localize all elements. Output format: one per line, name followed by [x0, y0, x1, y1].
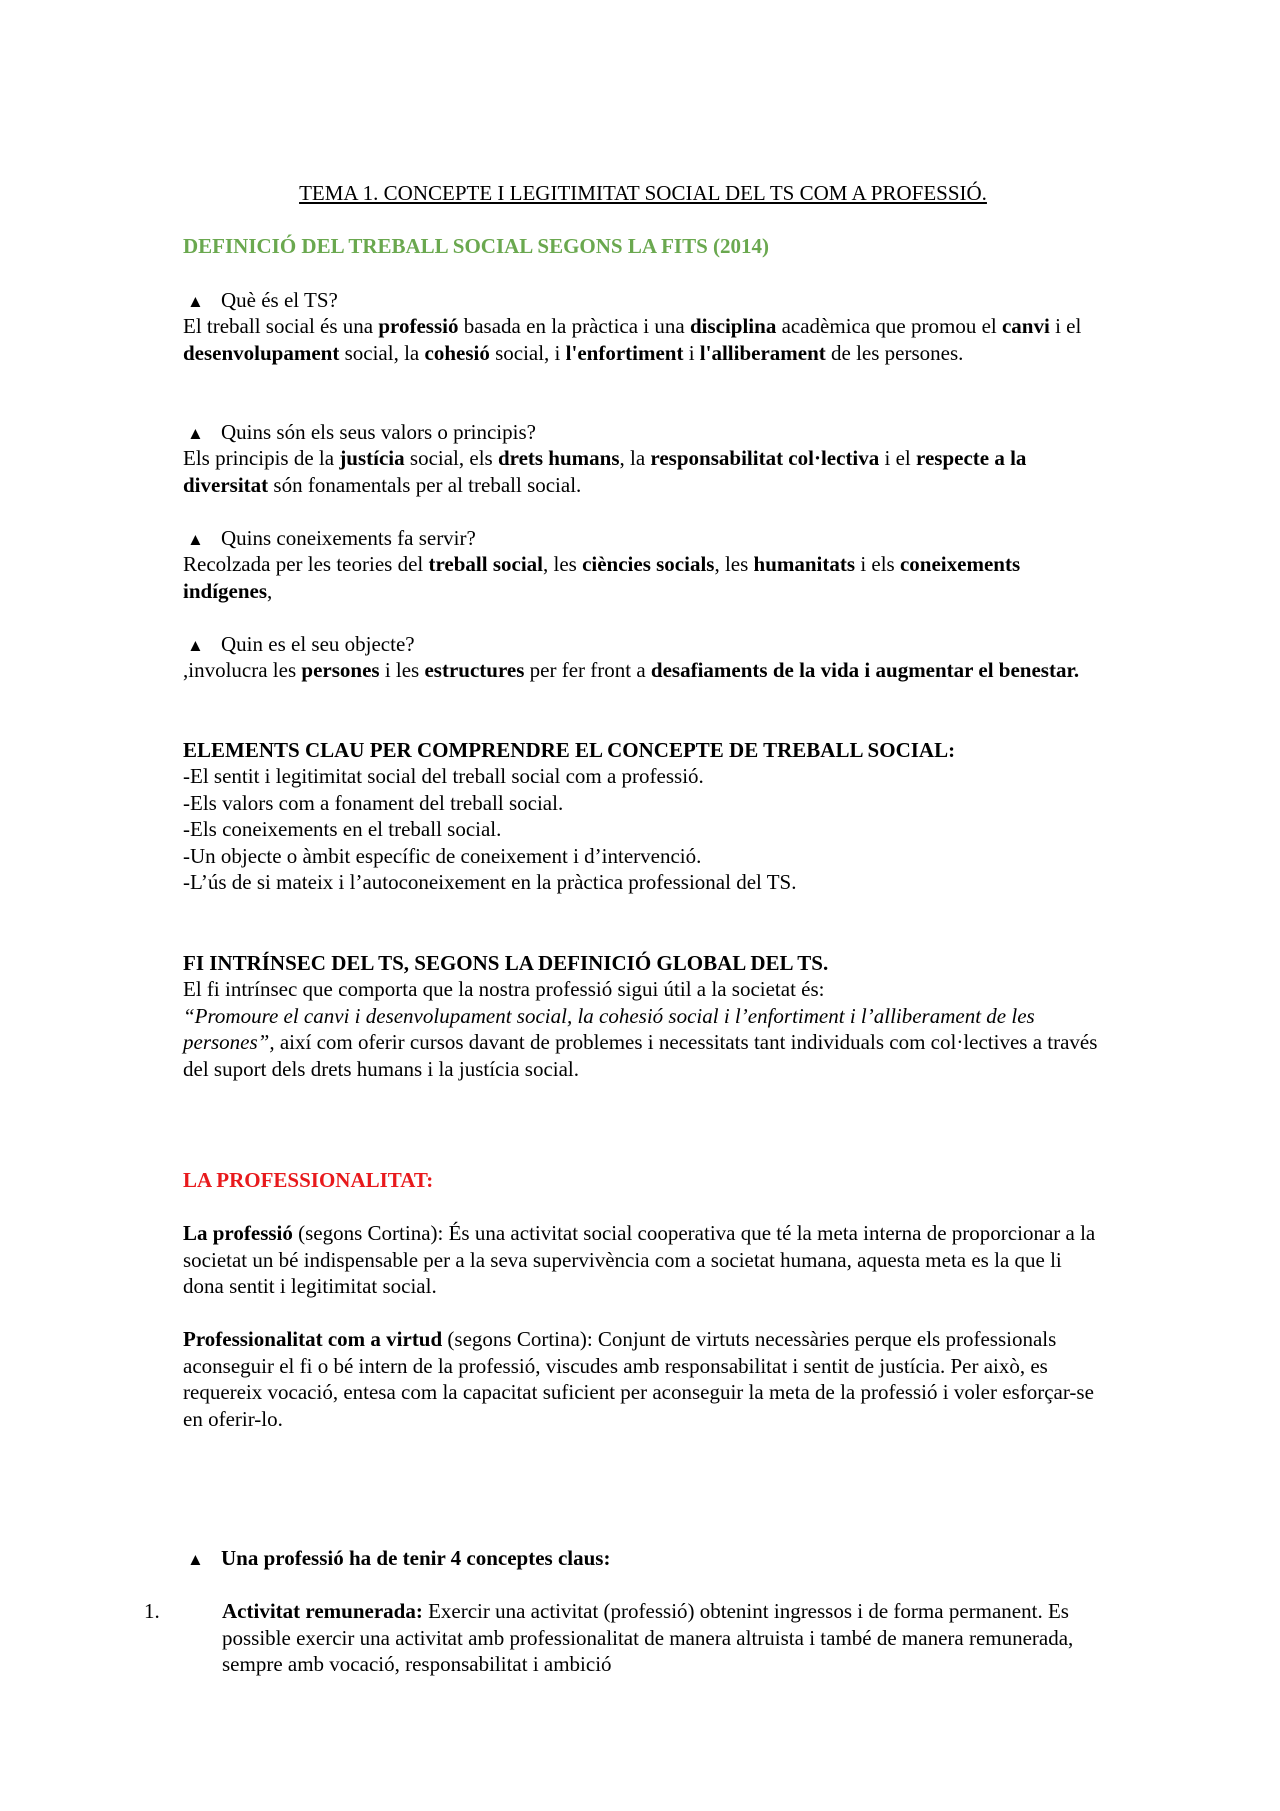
- triangle-bullet-icon: ▲: [187, 292, 204, 311]
- professio-paragraph: La professió (segons Cortina): És una activitat social cooperativa que té la meta interna de proporcionar a la societat un bé indispensable per a la seva supervivència com a societat humana, aquesta meta es la que li dona sentit i legitimitat social.: [183, 1221, 1096, 1298]
- elements-heading: ELEMENTS CLAU PER COMPRENDRE EL CONCEPTE DE TREBALL SOCIAL:: [183, 738, 956, 762]
- triangle-bullet-icon: ▲: [187, 1550, 204, 1569]
- triangle-bullet-icon: ▲: [187, 530, 204, 549]
- answer-1: El treball social és una professió basada en la pràctica i una disciplina acadèmica que promou el canvi i el desenvolupament social, la cohesió social, i l'enfortiment i l'alliberament de les persones.: [183, 314, 1082, 365]
- list-item: -Un objecte o àmbit específic de coneixement i d’intervenció.: [183, 843, 702, 868]
- numbered-item-1: 1. Activitat remunerada: Exercir una activitat (professió) obtenint ingressos i de forma permanent. Es possible exercir una activitat amb professionalitat de manera altruista i també de manera remunerada, sempre amb vocació, responsabilitat i ambició: [144, 1599, 1074, 1676]
- item-number: 1.: [144, 1599, 160, 1623]
- answer-4: ,involucra les persones i les estructures per fer front a desafiaments de la vida i augmentar el benestar.: [183, 658, 1080, 682]
- list-item: -El sentit i legitimitat social del treball social com a professió.: [183, 764, 704, 788]
- question-2: ▲ Quins són els seus valors o principis?: [183, 419, 1103, 448]
- list-item: -L’ús de si mateix i l’autoconeixement en la pràctica professional del TS.: [183, 870, 797, 894]
- page-title: TEMA 1. CONCEPTE I LEGITIMITAT SOCIAL DEL TS COM A PROFESSIÓ.: [299, 181, 987, 205]
- elements-list: [183, 763, 1103, 896]
- professionalitat-heading: LA PROFESSIONALITAT:: [183, 1168, 434, 1192]
- answer-3: Recolzada per les teories del treball social, les ciències socials, les humanitats i els coneixements indígenes,: [183, 552, 1021, 603]
- definition-heading: DEFINICIÓ DEL TREBALL SOCIAL SEGONS LA FITS (2014): [183, 234, 770, 258]
- fi-heading: FI INTRÍNSEC DEL TS, SEGONS LA DEFINICIÓ GLOBAL DEL TS.: [183, 951, 829, 975]
- list-item: -Els valors com a fonament del treball social.: [183, 790, 564, 815]
- triangle-bullet-icon: ▲: [187, 636, 204, 655]
- question-1: ▲ Què és el TS?: [183, 287, 1103, 316]
- professionalitat-paragraph: Professionalitat com a virtud (segons Cortina): Conjunt de virtuts necessàries perque els professionals aconseguir el fi o bé intern de la professió, viscudes amb responsabilitat i sentit de justícia. Per això, es requereix vocació, entesa com la capacitat suficient per aconseguir la meta de la professió i voler esforçar-se en oferir-lo.: [183, 1327, 1094, 1431]
- fi-paragraph: El fi intrínsec que comporta que la nostra professió sigui útil a la societat és: “Promoure el canvi i desenvolupament social, la cohesió social i l’enfortiment i l’alliberament de les persones”, així com oferir cursos davant de problemes i necessitats tant individuals com col·lectives a través del suport dels drets humans i la justícia social.: [183, 977, 1098, 1081]
- question-3: ▲ Quins coneixements fa servir?: [183, 525, 1103, 554]
- triangle-bullet-icon: ▲: [187, 424, 204, 443]
- answer-2: Els principis de la justícia social, els drets humans, la responsabilitat col·lectiva i el respecte a la diversitat són fonamentals per al treball social.: [183, 446, 1027, 497]
- bullet-conceptes: ▲ Una professió ha de tenir 4 conceptes claus:: [183, 1545, 1103, 1574]
- question-4: ▲ Quin es el seu objecte?: [183, 631, 1103, 660]
- list-item: -Els coneixements en el treball social.: [183, 817, 502, 841]
